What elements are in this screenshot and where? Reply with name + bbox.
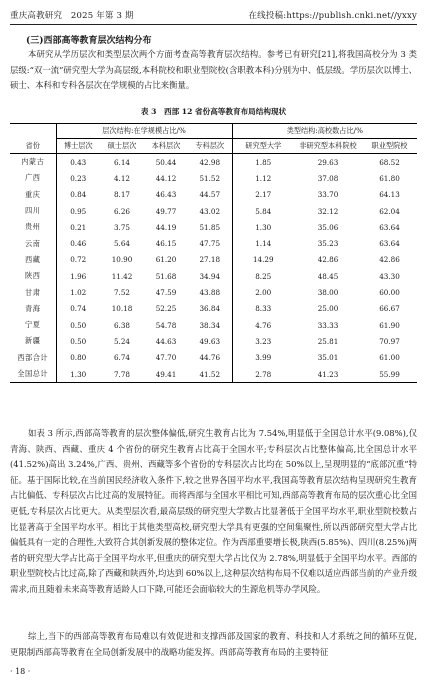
value-cell: 44.19 [155,222,177,232]
value-cell: 10.90 [111,255,133,265]
value-cell: 3.99 [232,350,294,366]
value-cell: 0.43 [56,154,100,171]
value-cell: 0.46 [56,235,100,251]
table-row [10,268,417,284]
table-row [10,154,417,171]
value-cell: 0.50 [56,333,100,349]
value-cell: 52.25 [155,304,177,314]
intro-paragraph: 本研究从学历层次和类型层次两个方面考查高等教育层次结构。参考已有研究[21],将我国高校分为 3 类层级:“双一流”研究型大学为高层级,本科院校和职业型院校(含职教本科)分别为中、低层级。学历层次以博士、硕士、本科和专科各层次在学规模的占比来衡量。 [10,49,417,91]
value-cell: 1.12 [232,170,294,186]
value-cell: 35.01 [317,353,339,363]
group-header-level: 层次结构:在学规模占比/% [56,124,232,139]
value-cell: 46.15 [155,239,177,249]
value-cell: 4.12 [113,173,130,183]
table-row [10,366,417,383]
value-cell: 43.88 [199,288,221,298]
structure-table [10,123,417,383]
page-number: · 18 · [10,667,31,676]
value-cell: 0.23 [56,170,100,186]
region-name: 贵州 [25,222,41,232]
region-name: 广西 [25,173,41,183]
value-cell: 14.29 [232,252,294,268]
table-row [10,170,417,186]
value-cell: 49.63 [199,336,221,346]
value-cell: 44.12 [155,173,177,183]
value-cell: 50.44 [155,157,177,167]
column-header: 博士层次 [56,139,100,154]
header-rule [10,24,417,25]
region-name: 西部合计 [17,352,49,362]
value-cell: 0.72 [56,252,100,268]
value-cell: 0.50 [56,317,100,333]
value-cell: 44.57 [199,190,221,200]
value-cell: 1.30 [232,219,294,235]
region-name: 宁夏 [25,320,41,330]
column-header: 研究型大学 [232,139,294,154]
value-cell: 8.33 [232,301,294,317]
value-cell: 60.00 [379,288,400,298]
value-cell: 63.64 [379,239,400,249]
table-row [10,187,417,203]
value-cell: 0.95 [56,203,100,219]
value-cell: 62.04 [379,206,400,216]
table-row [10,284,417,300]
column-header: 职业型院校 [362,139,417,154]
table-row [10,203,417,219]
value-cell: 35.06 [317,222,339,232]
value-cell: 5.64 [113,239,130,249]
value-cell: 2.00 [232,284,294,300]
value-cell: 47.59 [155,288,177,298]
value-cell: 64.13 [379,190,400,200]
value-cell: 8.17 [113,190,130,200]
value-cell: 43.02 [199,206,221,216]
value-cell: 27.18 [199,255,221,265]
value-cell: 6.14 [113,157,130,167]
table-body [10,154,417,383]
value-cell: 1.96 [56,268,100,284]
value-cell: 0.21 [56,219,100,235]
value-cell: 4.76 [232,317,294,333]
value-cell: 43.30 [379,271,400,281]
value-cell: 51.85 [199,222,221,232]
value-cell: 10.18 [111,304,133,314]
column-header: 硕士层次 [100,139,144,154]
region-name: 内蒙古 [21,157,45,167]
value-cell: 38.34 [199,320,221,330]
value-cell: 55.99 [362,366,417,383]
value-cell: 0.84 [56,187,100,203]
value-cell: 35.23 [317,239,339,249]
value-cell: 47.70 [155,353,177,363]
value-cell: 49.41 [144,366,188,383]
value-cell: 68.52 [379,157,400,167]
column-header-region: 省份 [10,139,56,154]
value-cell: 61.90 [379,320,400,330]
region-name: 陕西 [25,271,41,281]
table-row [10,235,417,251]
value-cell: 42.86 [379,255,400,265]
value-cell: 51.68 [155,271,177,281]
running-header [10,9,417,23]
region-name: 四川 [25,206,41,216]
value-cell: 70.97 [379,336,400,346]
value-cell: 44.63 [155,336,177,346]
value-cell: 6.26 [113,206,130,216]
value-cell: 2.78 [232,366,294,383]
value-cell: 25.81 [317,336,339,346]
value-cell: 46.43 [155,190,177,200]
region-name: 新疆 [25,336,41,346]
value-cell: 44.76 [199,353,221,363]
value-cell: 3.23 [232,333,294,349]
value-cell: 5.24 [113,336,130,346]
value-cell: 5.84 [232,203,294,219]
value-cell: 34.94 [199,271,221,281]
value-cell: 25.00 [317,304,339,314]
region-header-cell [10,124,56,139]
value-cell: 1.14 [232,235,294,251]
value-cell: 0.74 [56,301,100,317]
value-cell: 1.85 [232,154,294,171]
value-cell: 61.80 [379,173,400,183]
value-cell: 48.45 [317,271,339,281]
table-row [10,317,417,333]
value-cell: 2.17 [232,187,294,203]
table-caption: 表 3 西部 12 省份高等教育布局结构现状 [140,107,287,116]
analysis-paragraph: 如表 3 所示,西部高等教育的层次整体偏低,研究生教育占比为 7.54%,明显低于全国总计水平(9.08%),仅青海、陕西、西藏、重庆 4 个省份的研究生教育占比高于全国水平;专科层次占比整体偏高,比全国总计水平(41.52%)高出 3.24%,广西、贵州、西藏等多个省份的专科层次占比均在 50%以上,呈现明显的“底部沉重”特征。基于国际比较,在当前国民经济收入条件下,较之世界各国平均水平,我国高等教育层次结构呈现研究生教育占比偏低、专科层次占比过高的发展特征。而将西部与全国水平相比可知,西部高等教育布局的层次重心比全国更低,专科层次占比更大。从类型层次看,最高层级的研究型大学数占比显著低于全国平均水平,职业型院校数占比显著高于全国平均水平。相比于其他类型高校,研究型大学具有更强的空间集聚性,所以西部研究型大学占比偏低具有一定的合理性,大致符合其创新发展的整体定位。作为西部重要增长极,陕西(5.85%)、四川(8.25%)两者的研究型大学占比高于全国平均水平,但重庆的研究型大学占比仅为 2.78%,明显低于全国平均水平。西部的职业型院校占比过高,除了西藏和陕西外,均达到 60%以上,这种层次结构布局不仅难以适应西部当前的产业升级需求,而且随着未来高等教育适龄人口下降,可能还会面临较大的生源危机等办学风险。 [10,428,417,594]
value-cell: 41.23 [294,366,362,383]
region-name: 全国总计 [10,366,56,383]
value-cell: 6.38 [113,320,130,330]
value-cell: 0.80 [56,350,100,366]
region-name: 青海 [25,303,41,313]
column-header: 本科层次 [144,139,188,154]
region-name: 云南 [25,238,41,248]
table-row [10,333,417,349]
region-name: 西藏 [25,254,41,264]
value-cell: 51.52 [199,173,221,183]
section-title: (三)西部高等教育层次结构分布 [26,36,152,46]
table-row [10,252,417,268]
column-header: 专科层次 [188,139,232,154]
column-header: 非研究型本科院校 [294,139,362,154]
value-cell: 49.77 [155,206,177,216]
value-cell: 61.20 [155,255,177,265]
value-cell: 42.98 [199,157,221,167]
value-cell: 63.64 [379,222,400,232]
value-cell: 8.25 [232,268,294,284]
value-cell: 61.00 [379,353,400,363]
value-cell: 38.00 [317,288,339,298]
value-cell: 7.78 [100,366,144,383]
region-name: 重庆 [25,189,41,199]
value-cell: 7.52 [113,288,130,298]
value-cell: 36.84 [199,304,221,314]
table-row [10,219,417,235]
value-cell: 33.33 [317,320,339,330]
value-cell: 1.02 [56,284,100,300]
value-cell: 41.52 [188,366,232,383]
value-cell: 29.63 [317,157,339,167]
value-cell: 47.75 [199,239,221,249]
value-cell: 1.30 [56,366,100,383]
region-name: 甘肃 [25,287,41,297]
table-row [10,350,417,366]
value-cell: 3.75 [113,222,130,232]
journal-name: 重庆高教研究 2025 年第 3 期 [10,11,134,21]
group-header-type: 类型结构:高校数占比/% [232,124,417,139]
table-row [10,301,417,317]
summary-paragraph: 综上,当下的西部高等教育布局难以有效促进和支撑西部及国家的教育、科技和人才系统之间的循环互促,更限制西部高等教育在全局创新发展中的战略功能发挥。西部高等教育布局的主要特征 [10,631,417,657]
value-cell: 11.42 [111,271,133,281]
value-cell: 6.74 [113,353,130,363]
value-cell: 66.67 [379,304,400,314]
value-cell: 33.70 [317,190,339,200]
value-cell: 42.86 [317,255,339,265]
value-cell: 32.12 [317,206,339,216]
submission-url[interactable]: 在线投稿:https://publish.cnki.net//yxxy [248,11,417,21]
value-cell: 37.08 [317,173,339,183]
value-cell: 54.78 [155,320,177,330]
